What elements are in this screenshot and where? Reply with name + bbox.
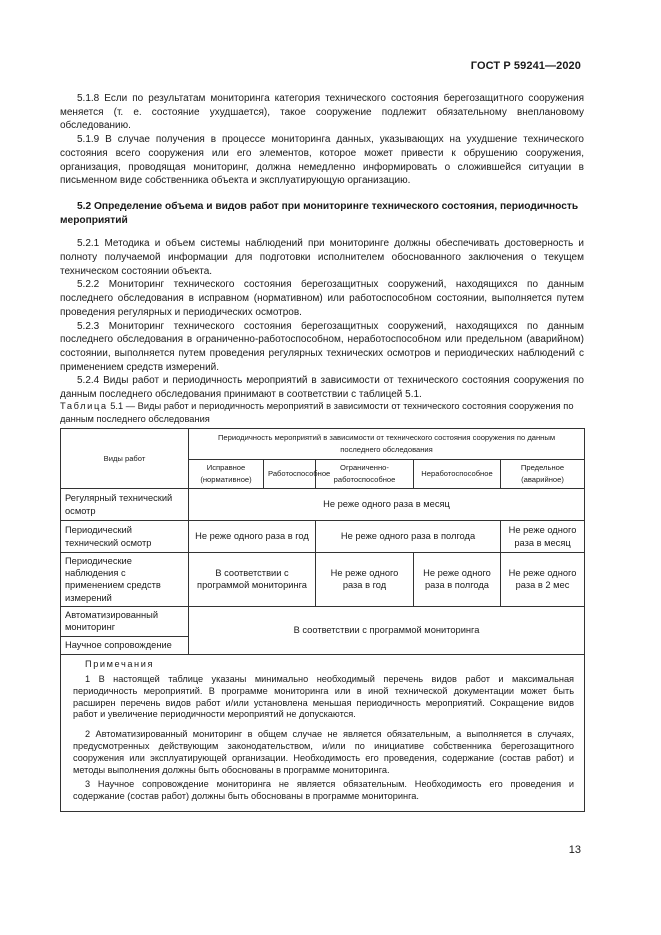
- table-caption: [60, 400, 590, 425]
- body-text: [60, 92, 584, 402]
- note-item: 3 Научное сопровождение мониторинга не является обязательным. Необходимость его проведения и содержание (состав работ) должны быть обоснованы в программе мониторинга.: [73, 778, 575, 801]
- col-header-work-types: Виды работ: [61, 429, 189, 489]
- table-cell: Не реже одного раза в полгода: [414, 553, 501, 607]
- table-cell: Не реже одного раза в полгода: [316, 521, 501, 553]
- col-header-periodicity: Периодичность мероприятий в зависимости от технического состояния сооружения по данным последнего обследования: [189, 429, 585, 460]
- section-heading-5-2: 5.2 Определение объема и видов работ при мониторинге технического состояния, периодичность мероприятий: [60, 200, 579, 226]
- table-row: [61, 521, 585, 553]
- paragraph-5-2-4: 5.2.4 Виды работ и периодичность мероприятий в зависимости от технического состояния сооружения по данным последнего обследования принимают в соответствии с таблицей 5.1.: [60, 375, 584, 401]
- note-item: 1 В настоящей таблице указаны минимально необходимый перечень видов работ и максимальная периодичность мероприятий. В программе мониторинга или в иной технической документации может быть расширен перечень видов работ и/или установлена меньшая периодичность мероприятий. Сокращение видов работ и увеличение периодичности мероприятий не допускаются.: [73, 673, 575, 720]
- col-header-state: Ограниченно-работоспособное: [316, 460, 414, 489]
- table-notes: [61, 654, 585, 811]
- row-label: Автоматизированный мониторинг: [61, 606, 189, 636]
- table-cell: В соответствии с программой мониторинга: [189, 606, 585, 654]
- table-cell: В соответствии с программой мониторинга: [189, 553, 316, 607]
- paragraph-5-2-3: 5.2.3 Мониторинг технического состояния берегозащитных сооружений, находящихся по данным последнего обследования в ограниченно-работоспособном, неработоспособном или предельном (аварийном) состоянии, выполняется путем проведения регулярных технических осмотров и периодических наблюдений с применением средств измерений.: [60, 320, 584, 373]
- row-label: Научное сопровождение: [61, 636, 189, 654]
- table-notes-row: [61, 654, 585, 811]
- paragraph-5-2-2: 5.2.2 Мониторинг технического состояния берегозащитных сооружений, находящихся по данным последнего обследования в исправном (нормативном) или работоспособном состоянии, выполняется путем проведения регулярных и периодических осмотров.: [60, 279, 584, 318]
- work-types-table: [60, 428, 585, 812]
- paragraph-5-1-9: 5.1.9 В случае получения в процессе мониторинга данных, указывающих на ухудшение технического состояния всего сооружения или его элементов, которое может привести к обрушению сооружения, организация, проводящая мониторинг, должна немедленно информировать о сложившейся ситуации в письменном виде собственника объекта и эксплуатирующую организацию.: [60, 134, 584, 187]
- page-number: 13: [568, 844, 581, 856]
- paragraph-5-2-1: 5.2.1 Методика и объем системы наблюдений при мониторинге должны обеспечивать достоверность и полноту получаемой информации для подготовки исполнителем обоснованного заключения о текущем техническом состоянии объекта.: [60, 238, 584, 277]
- table-row: [61, 606, 585, 636]
- col-header-state: Исправное (нормативное): [189, 460, 264, 489]
- row-label: Периодический технический осмотр: [61, 521, 189, 553]
- table-cell: Не реже одного раза в месяц: [501, 521, 585, 553]
- table-cell: Не реже одного раза в год: [316, 553, 414, 607]
- paragraph-5-1-8: 5.1.8 Если по результатам мониторинга категория технического состояния берегозащитного сооружения меняется (т. е. состояние ухудшается), такое сооружение подлежит обязательному внеплановому обследованию.: [60, 93, 584, 132]
- notes-title: Примечания: [85, 658, 155, 669]
- table-caption-text: 5.1 — Виды работ и периодичность мероприятий в зависимости от технического состояния сооружения по данным последнего обследования: [60, 401, 574, 424]
- row-label: Регулярный технический осмотр: [61, 489, 189, 521]
- note-item: 2 Автоматизированный мониторинг в общем случае не является обязательным, а выполняется в случаях, предусмотренных действующим законодательством, и/или по инициативе собственника берегозащитного сооружения или эксплуатирующей организации. Необходимость его проведения, содержание (состав работ) и методы выполнения должны быть обоснованы в программе мониторинга.: [73, 729, 575, 776]
- col-header-state: Предельное (аварийное): [501, 460, 585, 489]
- table-label: Таблица: [60, 401, 108, 411]
- col-header-state: Неработоспособное: [414, 460, 501, 489]
- table-row: [61, 553, 585, 607]
- row-label: Периодические наблюдения с применением средств измерений: [61, 553, 189, 607]
- table-row: [61, 489, 585, 521]
- col-header-state: Работоспособное: [264, 460, 316, 489]
- table-cell: Не реже одного раза в 2 мес: [501, 553, 585, 607]
- standard-number: ГОСТ Р 59241—2020: [470, 60, 581, 72]
- table-header-row: [61, 429, 585, 460]
- table-cell: Не реже одного раза в год: [189, 521, 316, 553]
- table-cell: Не реже одного раза в месяц: [189, 489, 585, 521]
